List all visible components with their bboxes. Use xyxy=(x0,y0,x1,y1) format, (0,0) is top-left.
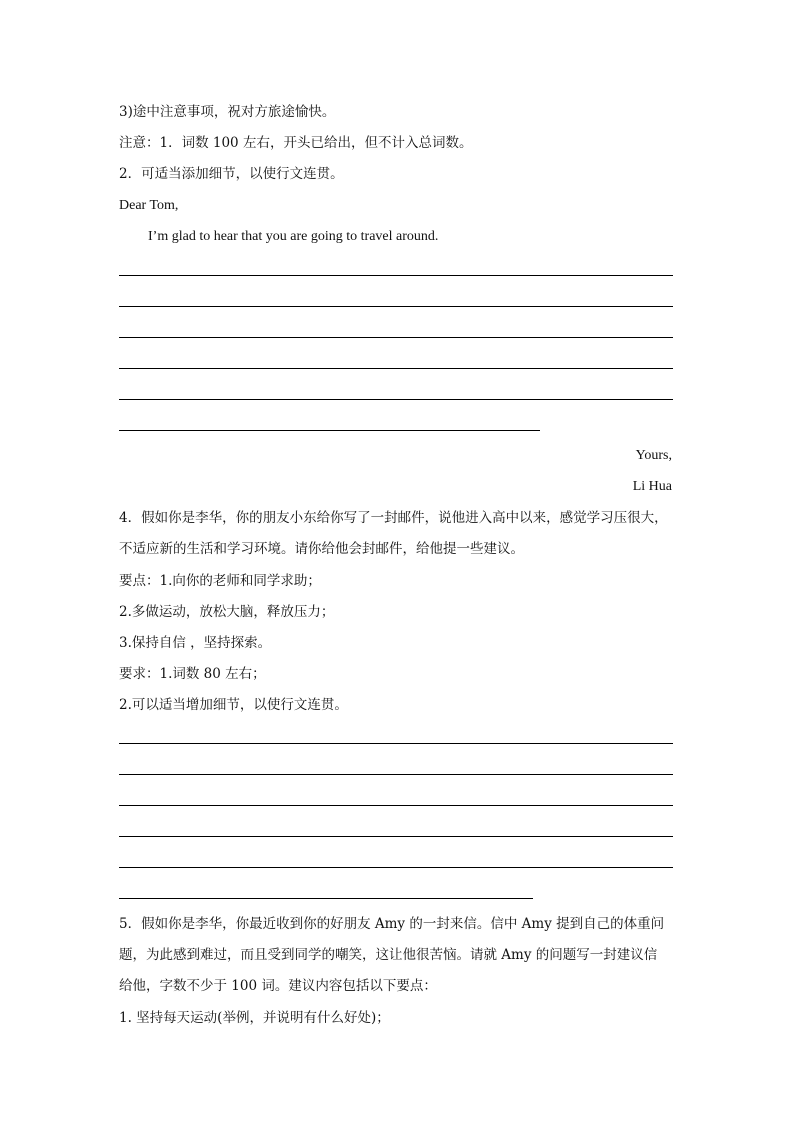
q5-prompt-line-2: 题，为此感到难过，而且受到同学的嘲笑，这让他很苦恼。请就 Amy 的问题写一封建议信 xyxy=(119,947,658,963)
writing-line xyxy=(119,836,673,837)
q3-item3: 3)途中注意事项，祝对方旅途愉快。 xyxy=(119,104,336,120)
q3-note-1: 注意：1．词数 100 左右，开头已给出，但不计入总词数。 xyxy=(119,135,473,151)
q5-point-1: 1. 坚持每天运动(举例，并说明有什么好处)； xyxy=(119,1010,390,1026)
q4-point-2: 2.多做运动，放松大脑，释放压力； xyxy=(119,604,335,620)
writing-line xyxy=(119,337,673,338)
letter-opening: I’m glad to hear that you are going to travel around. xyxy=(148,229,439,244)
q4-prompt-line-1: 4．假如你是李华，你的朋友小东给你写了一封邮件，说他进入高中以来，感觉学习压很大， xyxy=(119,510,668,526)
writing-line xyxy=(119,898,533,899)
q4-requirement-2: 2.可以适当增加细节，以使行文连贯。 xyxy=(119,697,348,713)
q5-prompt-line-3: 给他，字数不少于 100 词。建议内容包括以下要点： xyxy=(119,978,437,994)
q4-point-3: 3.保持自信 ，坚持探索。 xyxy=(119,635,272,651)
writing-line xyxy=(119,774,673,775)
q4-prompt-line-2: 不适应新的生活和学习环境。请你给他会封邮件，给他提一些建议。 xyxy=(119,541,524,557)
writing-line xyxy=(119,805,673,806)
writing-line xyxy=(119,275,673,276)
writing-line xyxy=(119,368,673,369)
q4-requirement-1: 要求：1.词数 80 左右； xyxy=(119,666,266,682)
letter-closing: Yours, xyxy=(635,448,672,463)
letter-signature: Li Hua xyxy=(632,479,672,494)
writing-line xyxy=(119,430,540,431)
writing-line xyxy=(119,867,673,868)
writing-line xyxy=(119,306,673,307)
letter-salutation: Dear Tom, xyxy=(119,198,179,213)
writing-line xyxy=(119,743,673,744)
q4-point-1: 要点：1.向你的老师和同学求助； xyxy=(119,573,321,589)
writing-line xyxy=(119,399,673,400)
q5-prompt-line-1: 5．假如你是李华，你最近收到你的好朋友 Amy 的一封来信。信中 Amy 提到自己的体重问 xyxy=(119,916,665,932)
q3-note-2: 2．可适当添加细节，以使行文连贯。 xyxy=(119,166,344,182)
